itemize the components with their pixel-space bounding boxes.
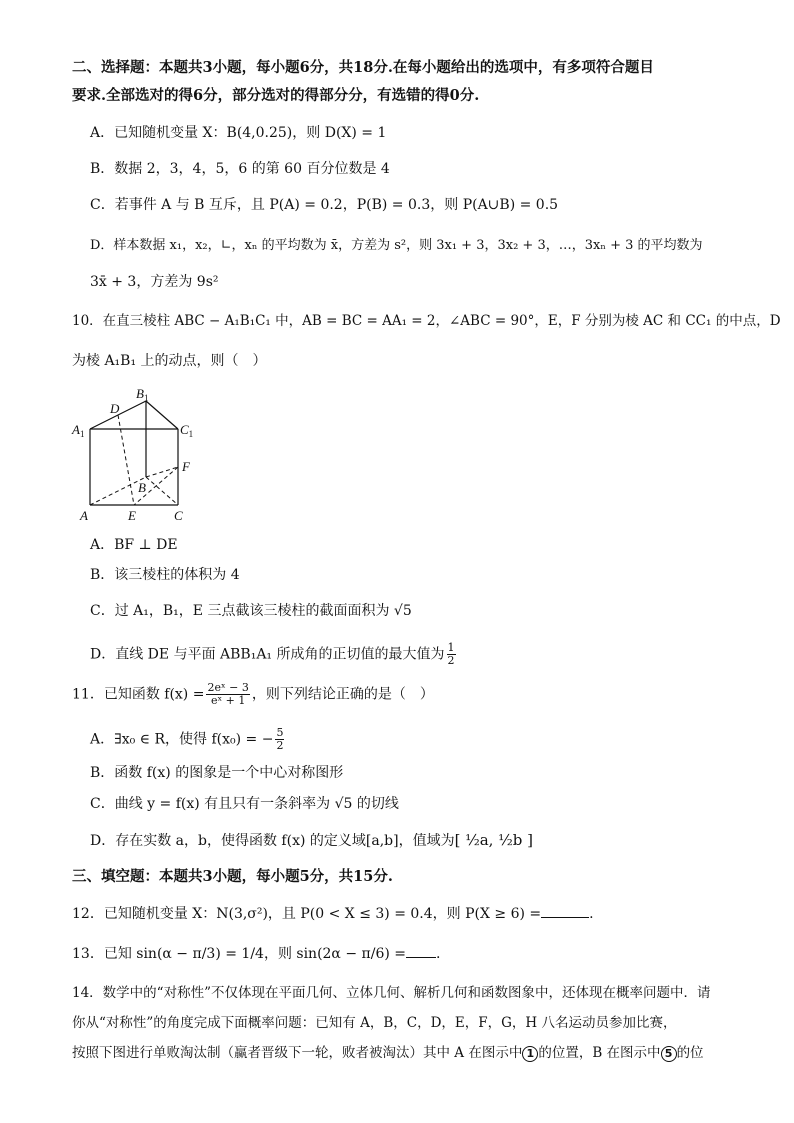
section2-title-line2: 要求.全部选对的得6分，部分选对的得部分分，有选错的得0分. (72, 87, 480, 104)
q11-option-b: B．函数 f(x) 的图象是一个中心对称图形 (90, 765, 344, 781)
q10-option-c: C．过 A₁，B₁，E 三点截该三棱柱的截面面积为 √5 (90, 603, 412, 619)
section2-title-line1: 二、选择题：本题共3小题，每小题6分，共18分.在每小题给出的选项中，有多项符合题目 (72, 59, 654, 76)
label-c: C (174, 508, 183, 523)
q11-option-a: A．∃x₀ ∈ R，使得 f(x₀) = − $\frac{5}{2}$ (90, 726, 284, 752)
label-f: F (182, 459, 190, 474)
label-a1: $A_1$ (72, 422, 85, 439)
label-d: D (110, 401, 120, 416)
q12-text: 12．已知随机变量 X：N(3,σ²)，且 P(0 < X ≤ 3) = 0.4，则 P(X ≥ 6) = . (72, 903, 594, 924)
q9-option-d-line1: D．样本数据 x₁，x₂，∟，xₙ 的平均数为 x̄，方差为 s²，则 3x₁ + 3，3x₂ + 3，…，3xₙ + 3 的平均数为 (90, 238, 703, 253)
q9-option-b: B．数据 2，3，4，5，6 的第 60 百分位数是 4 (90, 161, 390, 177)
q10-stem-line1: 10．在直三棱柱 ABC − A₁B₁C₁ 中，AB = BC = AA₁ = 2，∠ABC = 90°，E，F 分别为棱 AC 和 CC₁ 的中点，D (72, 313, 781, 329)
q13-answer-blank[interactable] (406, 943, 436, 958)
position-1-marker: 1 (522, 1046, 538, 1062)
section3-title: 三、填空题：本题共3小题，每小题5分，共15分. (72, 868, 393, 885)
q9-option-c: C．若事件 A 与 B 互斥，且 P(A) = 0.2，P(B) = 0.3，则 P(A∪B) = 0.5 (90, 197, 559, 213)
label-b: B (138, 480, 146, 495)
q10-option-b: B．该三棱柱的体积为 4 (90, 567, 240, 583)
segment-b-f (146, 467, 178, 477)
q13-text: 13．已知 sin(α − π/3) = 1/4，则 sin(2α − π/6) = . (72, 943, 440, 964)
q11-option-d-interval: [ ½a, ½b ] (454, 831, 533, 849)
q11-stem: 11．已知函数 f(x) = $\frac{\text{2eˣ − 3}}{\text{eˣ + 1}}$ ，则下列结论正确的是（ ） (72, 681, 434, 707)
q11-fraction: $\frac{\text{2eˣ − 3}}{\text{eˣ + 1}}$ (207, 681, 249, 707)
position-5-marker: 5 (661, 1046, 677, 1062)
q14-line1: 14．数学中的“对称性”不仅体现在平面几何、立体几何、解析几何和函数图象中，还体现在概率问题中．请 (72, 985, 711, 1001)
q14-line2: 你从“对称性”的角度完成下面概率问题：已知有 A，B，C，D，E，F，G，H 八名运动员参加比赛， (72, 1015, 677, 1031)
q10-stem-line2: 为棱 A₁B₁ 上的动点，则（ ） (72, 353, 267, 369)
prism-figure (68, 385, 208, 530)
q9-option-a: A．已知随机变量 X：B(4,0.25)，则 D(X) = 1 (90, 125, 387, 141)
edge-b1-c1 (146, 401, 178, 429)
q9-option-d-line2: 3x̄ + 3，方差为 9s² (90, 274, 219, 290)
q10-option-d (90, 642, 458, 667)
label-c1: $C_1$ (180, 422, 194, 439)
label-b1: $B_1$ (136, 386, 149, 403)
q14-line3: 按照下图进行单败淘汰制（赢者晋级下一轮，败者被淘汰）其中 A 在图示中 1 的位置，B 在图示中 5 的位 (72, 1045, 704, 1061)
q11-option-c: C．曲线 y = f(x) 有且只有一条斜率为 √5 的切线 (90, 796, 399, 812)
label-e: E (128, 508, 136, 523)
q10-option-d-text: D．直线 DE 与平面 ABB₁A₁ 所成角的正切值的最大值为 (90, 646, 445, 663)
label-a: A (80, 508, 88, 523)
q10-option-a: A．BF ⊥ DE (90, 537, 178, 553)
q12-answer-blank[interactable] (541, 903, 589, 918)
q10-option-d-fraction: $\frac{1}{2}$ (447, 641, 455, 667)
q11-option-d: D．存在实数 a，b，使得函数 f(x) 的定义域[a,b]，值域为[ ½a, ½b ] (90, 831, 533, 849)
